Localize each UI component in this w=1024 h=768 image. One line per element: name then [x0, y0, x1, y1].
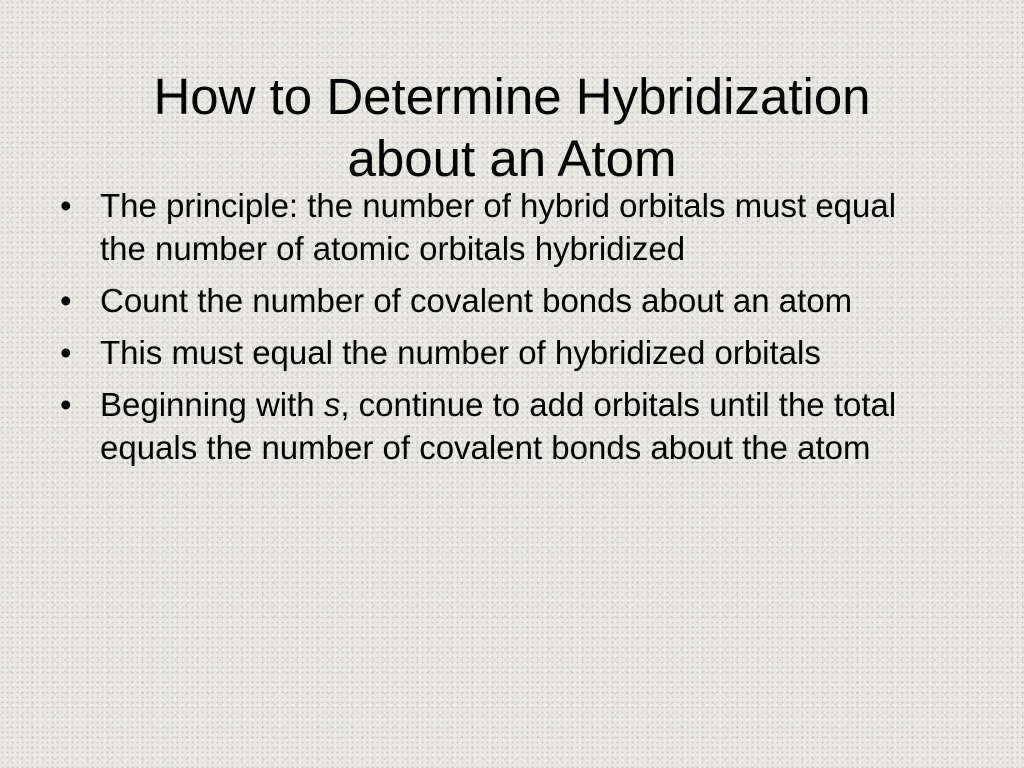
bullet-text: This must equal the number of hybridized orbitals: [100, 334, 821, 371]
bullet-text: The principle: the number of hybrid orbitals must equal the number of atomic orbitals hybridized: [100, 187, 897, 267]
bullet-item-add-orbitals: [56, 383, 936, 469]
bullet-icon: •: [60, 282, 72, 319]
bullet-icon: •: [60, 334, 72, 371]
bullet-text-after: , continue to add orbitals until the total equals the number of covalent bonds about the atom: [100, 386, 897, 466]
bullet-list: [56, 184, 936, 478]
bullet-icon: •: [60, 187, 72, 224]
slide-title-line-2: about an Atom: [347, 130, 677, 188]
bullet-text: [100, 386, 896, 466]
bullet-text: Count the number of covalent bonds about an atom: [100, 282, 853, 319]
bullet-item-principle: [56, 184, 936, 270]
bullet-text-italic-s: s: [323, 386, 341, 423]
slide-title-line-1: How to Determine Hybridization: [153, 68, 871, 126]
bullet-text-before: Beginning with: [100, 386, 324, 423]
bullet-item-equal-hybridized: [56, 331, 936, 374]
bullet-icon: •: [60, 386, 72, 423]
bullet-item-count-bonds: [56, 279, 936, 322]
slide-title: [0, 66, 1024, 190]
